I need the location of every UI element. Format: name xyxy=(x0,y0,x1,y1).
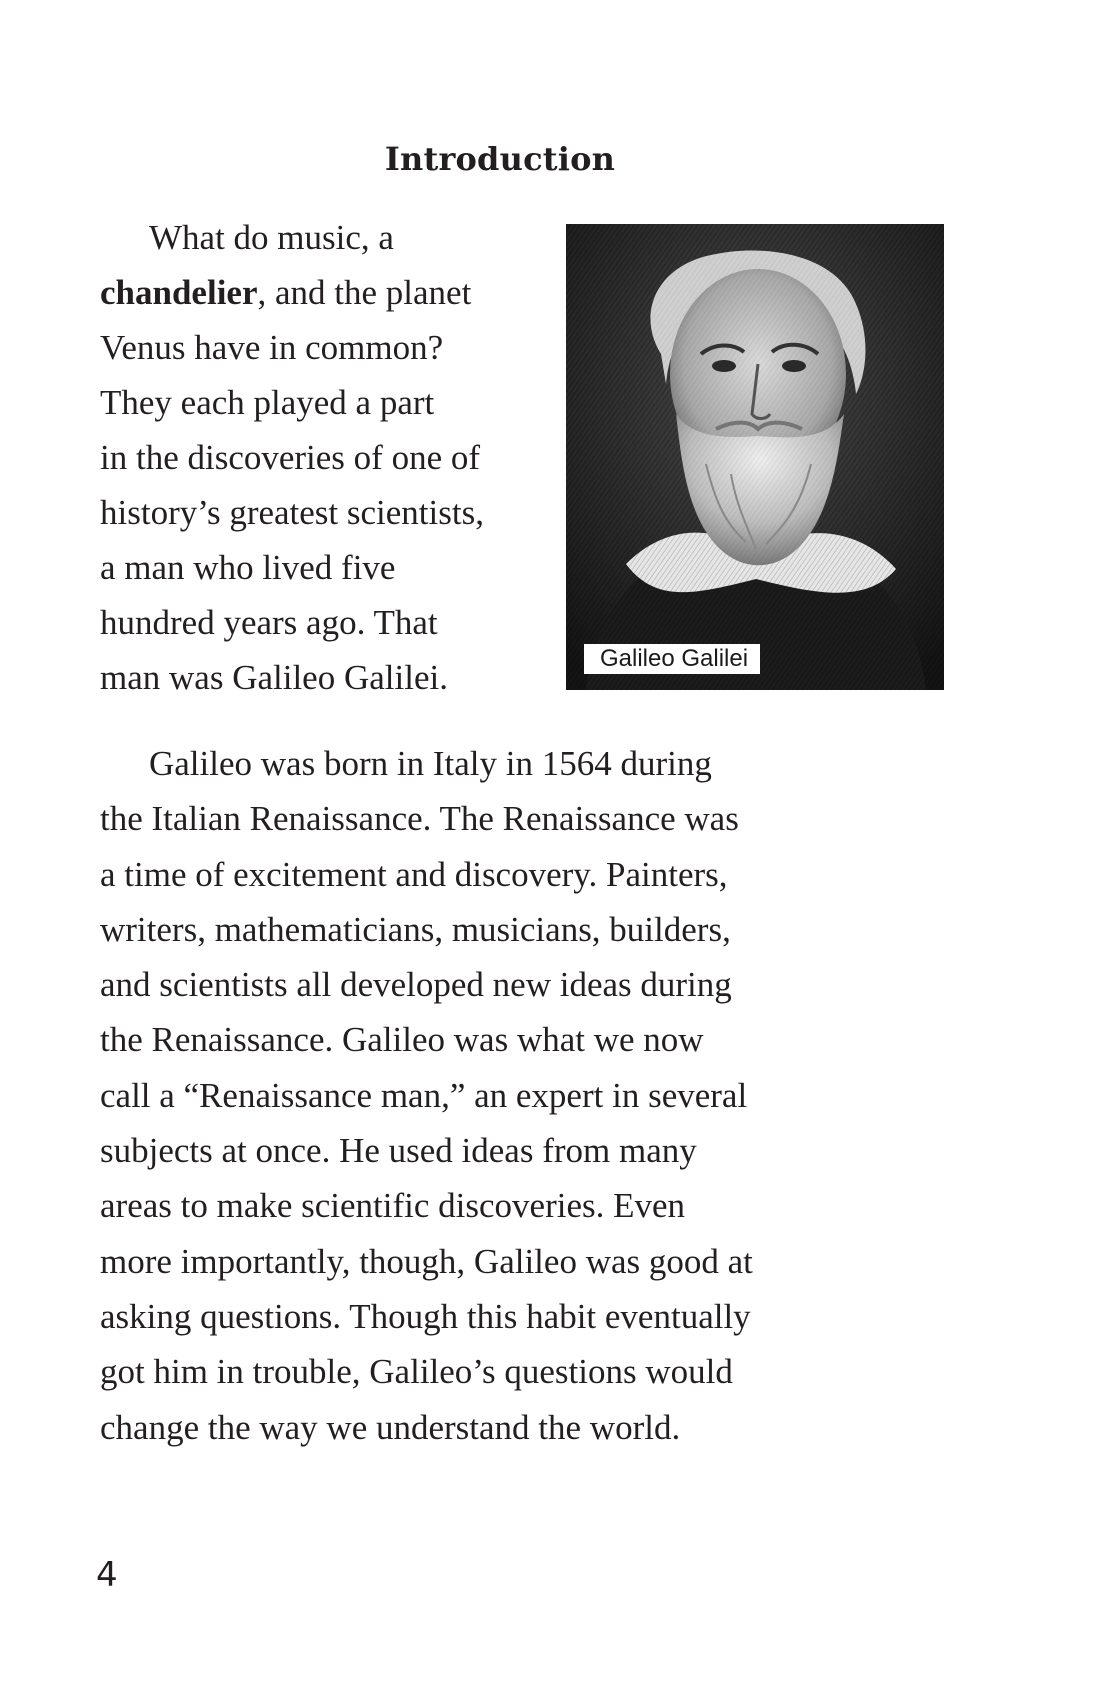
text-line: in the discoveries of one of xyxy=(100,438,481,477)
text-line: the Renaissance. Galileo was what we now xyxy=(100,1020,704,1060)
section-heading: Introduction xyxy=(384,140,616,178)
text-line: a time of excitement and discovery. Painters, xyxy=(100,854,728,894)
text-line: asking questions. Though this habit eventually xyxy=(100,1296,751,1336)
text-line: change the way we understand the world. xyxy=(100,1407,681,1447)
text-line: the Italian Renaissance. The Renaissance was xyxy=(100,799,739,839)
page-number: 4 xyxy=(96,1555,118,1595)
text-line: Galileo was born in Italy in 1564 during xyxy=(149,744,712,783)
text-line: hundred years ago. That xyxy=(100,603,438,642)
text-line: history’s greatest scientists, xyxy=(100,493,484,532)
text-line: more importantly, though, Galileo was good at xyxy=(100,1241,753,1281)
intro-paragraph xyxy=(100,210,560,705)
portrait-image xyxy=(566,224,944,690)
text-line: areas to make scientific discoveries. Even xyxy=(100,1186,686,1226)
body-paragraph xyxy=(100,736,980,1455)
text-line: a man who lived five xyxy=(100,548,396,587)
text-line: Venus have in common? xyxy=(100,328,444,367)
text-line: man was Galileo Galilei. xyxy=(100,658,448,697)
text-line: They each played a part xyxy=(100,383,435,422)
image-caption: Galileo Galilei xyxy=(584,644,760,674)
text-line: and scientists all developed new ideas during xyxy=(100,965,732,1005)
text-line: chandelier, and the planet xyxy=(100,273,472,312)
text-line: subjects at once. He used ideas from many xyxy=(100,1131,697,1171)
text-line: got him in trouble, Galileo’s questions would xyxy=(100,1352,733,1392)
vocabulary-term: chandelier xyxy=(100,273,258,312)
text-line: call a “Renaissance man,” an expert in several xyxy=(100,1075,748,1115)
galileo-portrait xyxy=(566,224,944,690)
text-line: What do music, a xyxy=(149,218,394,257)
text-line: writers, mathematicians, musicians, builders, xyxy=(100,909,731,949)
